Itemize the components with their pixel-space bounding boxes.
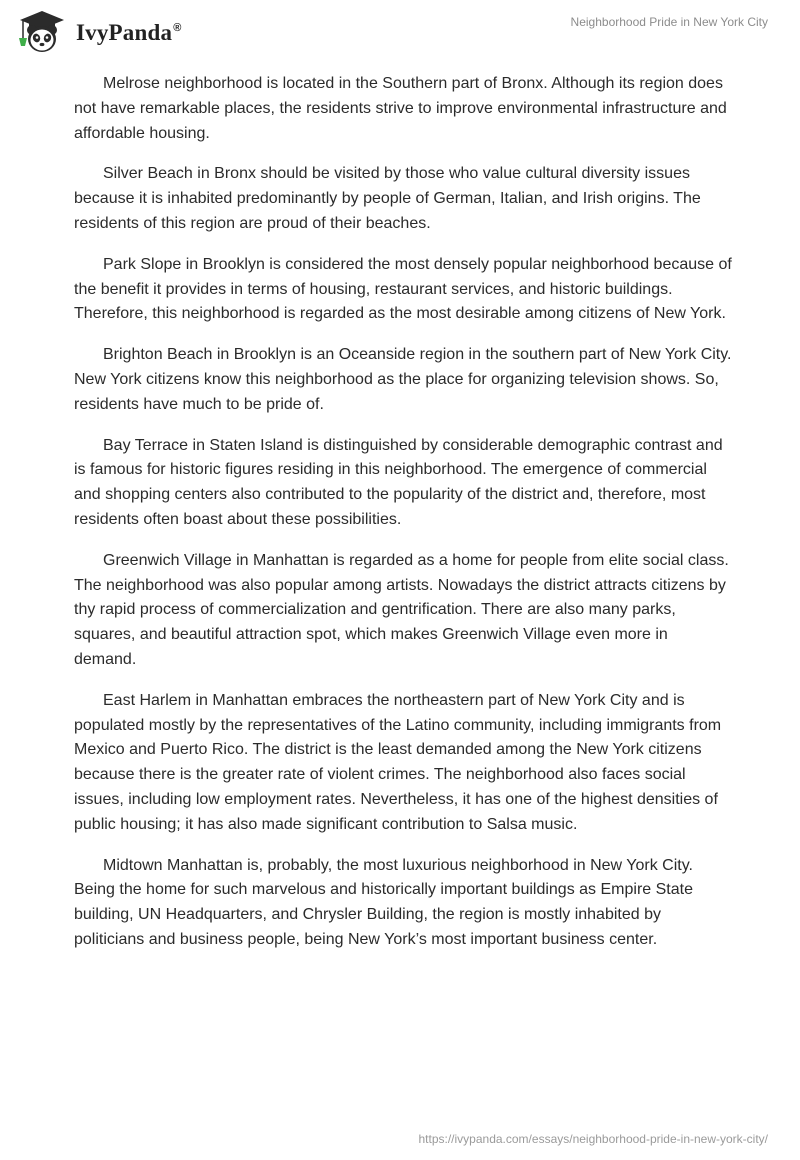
ivypanda-logo[interactable] — [14, 8, 182, 56]
registered-mark: ® — [173, 22, 182, 35]
panda-graduation-cap-icon — [14, 8, 70, 56]
paragraph-east-harlem: East Harlem in Manhattan embraces the northeastern part of New York City and is populated mostly by the representatives of the Latino community, including immigrants from Mexico and Puerto Rico. The district is the least demanded among the New York citizens because there is the greater rate of violent crimes. The neighborhood also faces social issues, including low employment rates. Nevertheless, it has one of the highest densities of public housing; it has also made significant contribution to Salsa music. — [74, 691, 722, 833]
paragraph-bay-terrace: Bay Terrace in Staten Island is distinguished by considerable demographic contrast and is famous for historic figures residing in this neighborhood. The emergence of commercial and shopping centers also contributed to the popularity of the district and, therefore, most residents often boast about these possibilities. — [74, 436, 723, 528]
paragraph-melrose: Melrose neighborhood is located in the Southern part of Bronx. Although its region does not have remarkable places, the residents strive to improve environmental infrastructure and affordable housing. — [74, 75, 727, 142]
paragraph-silver-beach: Silver Beach in Bronx should be visited by those who value cultural diversity issues because it is inhabited predominantly by people of German, Italian, and Irish origins. The residents of this region are proud of their beaches. — [74, 165, 701, 232]
paragraph-midtown-manhattan: Midtown Manhattan is, probably, the most luxurious neighborhood in New York City. Being the home for such marvelous and historically important buildings as Empire State building, UN Headquarters, and Chrysler Building, the region is mostly inhabited by politicians and business people, being New York’s most important business center. — [74, 856, 693, 948]
page-header — [0, 0, 800, 64]
document-title: Neighborhood Pride in New York City — [570, 15, 768, 29]
essay-body — [74, 72, 734, 969]
paragraph-brighton-beach: Brighton Beach in Brooklyn is an Oceanside region in the southern part of New York City. New York citizens know this neighborhood as the place for organizing television shows. So, residents have much to be pride of. — [74, 346, 732, 413]
paragraph-greenwich-village: Greenwich Village in Manhattan is regarded as a home for people from elite social class. The neighborhood was also popular among artists. Nowadays the district attracts citizens by thy rapid process of commercialization and gentrification. There are also many parks, squares, and beautiful attraction spot, which makes Greenwich Village even more in demand. — [74, 551, 729, 668]
source-url-link[interactable]: https://ivypanda.com/essays/neighborhood-pride-in-new-york-city/ — [418, 1132, 768, 1146]
brand-name: IvyPanda® — [76, 20, 182, 45]
paragraph-park-slope: Park Slope in Brooklyn is considered the most densely popular neighborhood because of the benefit it provides in terms of housing, restaurant services, and historic buildings. Therefore, this neighborhood is regarded as the most desirable among citizens of New York. — [74, 255, 732, 323]
